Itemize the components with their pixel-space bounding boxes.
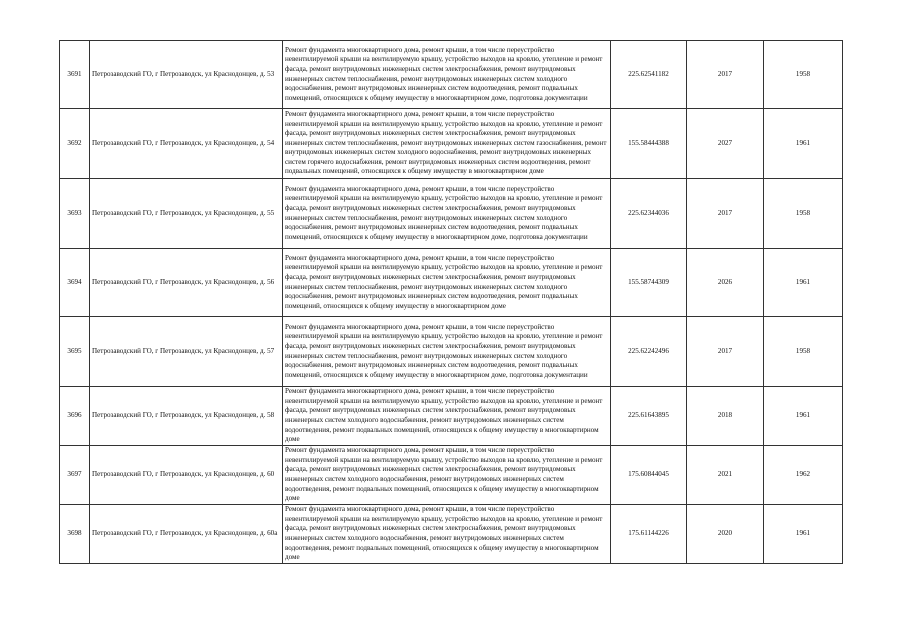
area-cell: 175.61144226 — [611, 505, 687, 564]
plan-year-cell: 2027 — [687, 109, 764, 179]
row-number: 3697 — [60, 446, 90, 505]
table-row — [60, 387, 843, 446]
plan-year-cell: 2020 — [687, 505, 764, 564]
area-cell: 155.58744309 — [611, 249, 687, 317]
row-number: 3693 — [60, 179, 90, 249]
built-year-cell: 1962 — [764, 446, 843, 505]
address-cell: Петрозаводский ГО, г Петрозаводск, ул Краснодонцев, д. 56 — [90, 249, 283, 317]
plan-year-cell: 2017 — [687, 179, 764, 249]
works-cell: Ремонт фундамента многоквартирного дома, ремонт крыши, в том числе переустройство невентилируемой крыши на вентилируемую крышу, устройство выходов на кровлю, утепление и ремонт фасада, ремонт внутридомовых инженерных систем электроснабжения, ремонт внутридомовых инженерных систем холодного водоснабжения, ремонт внутридомовых инженерных систем водоотведения, ремонт подвальных помещений, относящихся к общему имуществу в многоквартирном доме — [283, 446, 611, 505]
address-cell: Петрозаводский ГО, г Петрозаводск, ул Краснодонцев, д. 53 — [90, 41, 283, 109]
table-row — [60, 109, 843, 179]
built-year-cell: 1958 — [764, 41, 843, 109]
repair-registry-table — [59, 40, 843, 564]
plan-year-cell: 2018 — [687, 387, 764, 446]
row-number: 3698 — [60, 505, 90, 564]
address-cell: Петрозаводский ГО, г Петрозаводск, ул Краснодонцев, д. 57 — [90, 317, 283, 387]
built-year-cell: 1958 — [764, 317, 843, 387]
address-cell: Петрозаводский ГО, г Петрозаводск, ул Краснодонцев, д. 58 — [90, 387, 283, 446]
works-cell: Ремонт фундамента многоквартирного дома, ремонт крыши, в том числе переустройство невентилируемой крыши на вентилируемую крышу, устройство выходов на кровлю, утепление и ремонт фасада, ремонт внутридомовых инженерных систем электроснабжения, ремонт внутридомовых инженерных систем теплоснабжения, ремонт внутридомовых инженерных систем холодного водоснабжения, ремонт внутридомовых инженерных систем водоотведения, ремонт подвальных помещений, относящихся к общему имуществу в многоквартирном доме, подготовка документации — [283, 317, 611, 387]
area-cell: 225.62242496 — [611, 317, 687, 387]
table-row — [60, 179, 843, 249]
area-cell: 155.58444388 — [611, 109, 687, 179]
works-cell: Ремонт фундамента многоквартирного дома, ремонт крыши, в том числе переустройство невентилируемой крыши на вентилируемую крышу, устройство выходов на кровлю, утепление и ремонт фасада, ремонт внутридомовых инженерных систем электроснабжения, ремонт внутридомовых инженерных систем холодного водоснабжения, ремонт внутридомовых инженерных систем водоотведения, ремонт подвальных помещений, относящихся к общему имуществу в многоквартирном доме — [283, 387, 611, 446]
built-year-cell: 1958 — [764, 179, 843, 249]
works-cell: Ремонт фундамента многоквартирного дома, ремонт крыши, в том числе переустройство невентилируемой крыши на вентилируемую крышу, устройство выходов на кровлю, утепление и ремонт фасада, ремонт внутридомовых инженерных систем электроснабжения, ремонт внутридомовых инженерных систем теплоснабжения, ремонт внутридомовых инженерных систем холодного водоснабжения, ремонт внутридомовых инженерных систем водоотведения, ремонт подвальных помещений, относящихся к общему имуществу в многоквартирном доме, подготовка документации — [283, 41, 611, 109]
built-year-cell: 1961 — [764, 387, 843, 446]
row-number: 3694 — [60, 249, 90, 317]
row-number: 3696 — [60, 387, 90, 446]
works-cell: Ремонт фундамента многоквартирного дома, ремонт крыши, в том числе переустройство невентилируемой крыши на вентилируемую крышу, устройство выходов на кровлю, утепление и ремонт фасада, ремонт внутридомовых инженерных систем электроснабжения, ремонт внутридомовых инженерных систем теплоснабжения, ремонт внутридомовых инженерных систем холодного водоснабжения, ремонт внутридомовых инженерных систем водоотведения, ремонт подвальных помещений, относящихся к общему имуществу в многоквартирном доме — [283, 249, 611, 317]
plan-year-cell: 2026 — [687, 249, 764, 317]
table-row — [60, 41, 843, 109]
address-cell: Петрозаводский ГО, г Петрозаводск, ул Краснодонцев, д. 54 — [90, 109, 283, 179]
built-year-cell: 1961 — [764, 109, 843, 179]
works-cell: Ремонт фундамента многоквартирного дома, ремонт крыши, в том числе переустройство невентилируемой крыши на вентилируемую крышу, устройство выходов на кровлю, утепление и ремонт фасада, ремонт внутридомовых инженерных систем электроснабжения, ремонт внутридомовых инженерных систем теплоснабжения, ремонт внутридомовых инженерных систем холодного водоснабжения, ремонт внутридомовых инженерных систем водоотведения, ремонт подвальных помещений, относящихся к общему имуществу в многоквартирном доме, подготовка документации — [283, 179, 611, 249]
plan-year-cell: 2017 — [687, 41, 764, 109]
plan-year-cell: 2021 — [687, 446, 764, 505]
built-year-cell: 1961 — [764, 249, 843, 317]
works-cell: Ремонт фундамента многоквартирного дома, ремонт крыши, в том числе переустройство невентилируемой крыши на вентилируемую крышу, устройство выходов на кровлю, утепление и ремонт фасада, ремонт внутридомовых инженерных систем электроснабжения, ремонт внутридомовых инженерных систем холодного водоснабжения, ремонт внутридомовых инженерных систем водоотведения, ремонт подвальных помещений, относящихся к общему имуществу в многоквартирном доме — [283, 505, 611, 564]
address-cell: Петрозаводский ГО, г Петрозаводск, ул Краснодонцев, д. 55 — [90, 179, 283, 249]
table-row — [60, 446, 843, 505]
row-number: 3695 — [60, 317, 90, 387]
table-row — [60, 505, 843, 564]
row-number: 3691 — [60, 41, 90, 109]
table-row — [60, 317, 843, 387]
plan-year-cell: 2017 — [687, 317, 764, 387]
area-cell: 175.60844045 — [611, 446, 687, 505]
area-cell: 225.62344036 — [611, 179, 687, 249]
address-cell: Петрозаводский ГО, г Петрозаводск, ул Краснодонцев, д. 60 — [90, 446, 283, 505]
area-cell: 225.61643895 — [611, 387, 687, 446]
built-year-cell: 1961 — [764, 505, 843, 564]
table-row — [60, 249, 843, 317]
row-number: 3692 — [60, 109, 90, 179]
works-cell: Ремонт фундамента многоквартирного дома, ремонт крыши, в том числе переустройство невентилируемой крыши на вентилируемую крышу, устройство выходов на кровлю, утепление и ремонт фасада, ремонт внутридомовых инженерных систем электроснабжения, ремонт внутридомовых инженерных систем теплоснабжения, ремонт внутридомовых инженерных систем газоснабжения, ремонт внутридомовых инженерных систем холодного водоснабжения, ремонт внутридомовых инженерных систем горячего водоснабжения, ремонт внутридомовых инженерных систем водоотведения, ремонт подвальных помещений, относящихся к общему имуществу в многоквартирном доме — [283, 109, 611, 179]
address-cell: Петрозаводский ГО, г Петрозаводск, ул Краснодонцев, д. 60а — [90, 505, 283, 564]
area-cell: 225.62541182 — [611, 41, 687, 109]
